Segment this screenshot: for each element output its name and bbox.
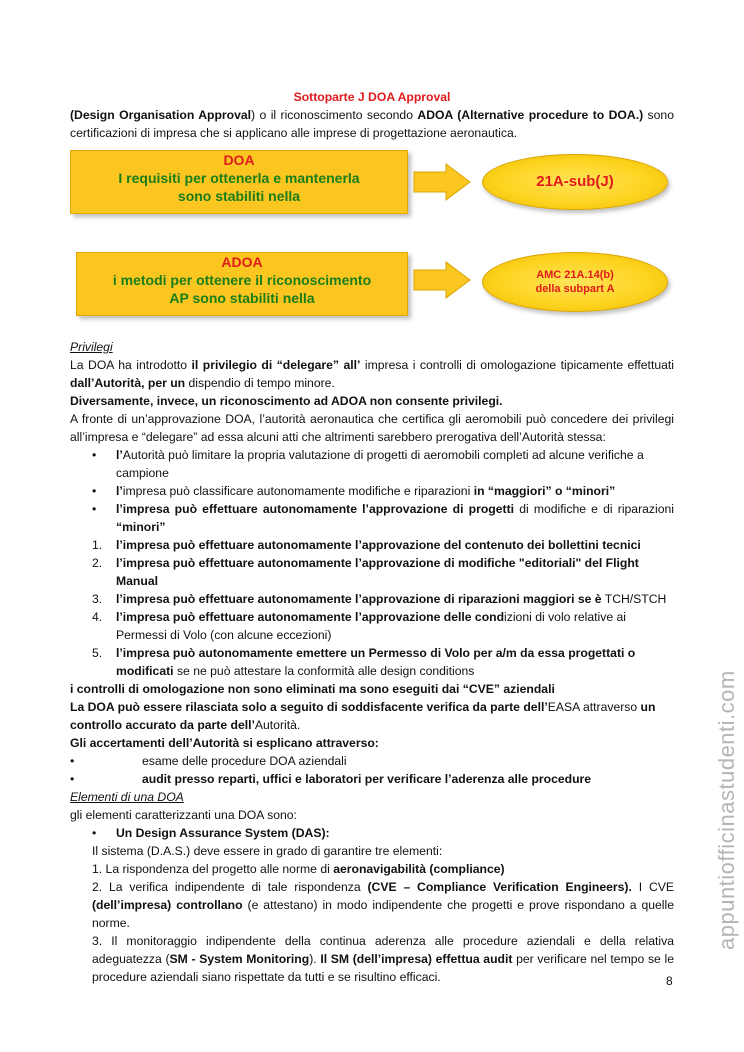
p1-text-3: dispendio di tempo minore. <box>185 376 335 390</box>
p5-bold: La DOA può essere rilasciata solo a seguito di soddisfacente verifica da parte dell’ <box>70 700 548 714</box>
das-description <box>70 842 674 986</box>
das-label: Un Design Assurance System (DAS): <box>116 826 330 840</box>
watermark: appuntiofficinastudenti.com <box>714 670 739 950</box>
privilegi-heading: Privilegi <box>70 340 113 354</box>
paragraph-privilegi: A fronte di un’approvazione DOA, l’autorità aeronautica che certifica gli aeromobili può concedere dei privilegi all’impresa e “delegare” ad essa alcuni atti che altrimenti sarebbero prerogativa dell’Autorità stessa: <box>70 412 674 444</box>
list-item <box>70 554 674 590</box>
bullet-icon: • <box>70 754 75 768</box>
paragraph-adoa <box>70 392 674 410</box>
regulation-oval-1 <box>482 154 668 210</box>
paragraph-delega <box>70 356 674 392</box>
li-bold: l’impresa può effettuare autonomamente l’approvazione di modifiche "editoriali" del Flight Manual <box>116 556 639 588</box>
li-bold: l’ <box>116 448 123 462</box>
e2-text: 2. La verifica indipendente di tale rispondenza <box>92 880 368 894</box>
das-list <box>70 824 674 842</box>
e3-text-2: ). <box>309 952 321 966</box>
page-number: 8 <box>666 974 673 988</box>
paragraph-cve <box>70 680 674 698</box>
privileges-numbered-list <box>70 536 674 680</box>
list-item <box>70 536 674 554</box>
intro-bold-2: ADOA (Alternative procedure to DOA.) <box>417 108 644 122</box>
e1-text: 1. La rispondenza del progetto alle norme di <box>92 862 334 876</box>
list-number: 1. <box>92 538 103 552</box>
privileges-bullet-list <box>70 446 674 536</box>
li-bold: l’impresa può effettuare autonomamente l’approvazione del contenuto dei bollettini tecnici <box>116 538 641 552</box>
li-text: izioni di volo relative ai Permessi di Volo (con alcune eccezioni) <box>116 610 626 642</box>
elementi-heading: Elementi di una DOA <box>70 790 184 804</box>
paragraph-easa <box>70 698 674 734</box>
doa-box-line1: I requisiti per ottenerla e mantenerla <box>118 170 360 186</box>
e3-text: 3. Il monitoraggio indipendente della continua aderenza alle procedure aziendali e della relativa adeguatezza ( <box>92 934 674 966</box>
p1-bold-2: dall’Autorità, per un <box>70 376 186 390</box>
p4-bold: i controlli di omologazione non sono eliminati ma sono eseguiti dai “CVE” aziendali <box>70 682 555 696</box>
list-item <box>70 446 674 482</box>
checks-list <box>70 752 674 788</box>
list-item <box>70 752 674 770</box>
bullet-icon: • <box>70 772 75 786</box>
doa-box-line2: sono stabiliti nella <box>177 188 301 204</box>
intro-text-2: sono certificazioni di impresa che si applicano alle imprese di progettazione aeronautica. <box>70 108 674 140</box>
li-bold-2: in “maggiori” o “minori” <box>473 484 616 498</box>
li-bold: l’ <box>116 484 123 498</box>
e3-bold-2: Il SM (dell’impresa) effettua audit <box>320 952 513 966</box>
adoa-box-line2: AP sono stabiliti nella <box>169 290 315 306</box>
list-item <box>70 500 674 536</box>
page-title: Sottoparte J DOA Approval <box>293 90 451 104</box>
li-bold-2: “minori” <box>116 520 166 534</box>
arrow-icon <box>412 162 472 202</box>
adoa-box-head: ADOA <box>221 254 263 270</box>
p5-text-2: Autorità. <box>254 718 301 732</box>
p1-bold: il privilegio di “delegare” all’ <box>191 358 361 372</box>
li-bold: l’impresa può effettuare autonomamente l’approvazione di riparazioni maggiori se è <box>116 592 602 606</box>
e2-bold: (CVE – Compliance Verification Engineers). <box>367 880 632 894</box>
doa-box-head: DOA <box>223 152 255 168</box>
li-text: impresa può classificare autonomamente modifiche e riparazioni <box>122 484 474 498</box>
list-item <box>70 644 674 680</box>
arrow-icon <box>412 260 472 300</box>
intro-bold-1: (Design Organisation Approval <box>70 108 252 122</box>
adoa-box-line1: i metodi per ottenere il riconoscimento <box>112 272 372 288</box>
li-text: se ne può attestare la conformità alle design conditions <box>173 664 475 678</box>
e2-text-3: (e attestano) in modo indipendente che progetti e prove rispondano a quelle norme. <box>92 898 674 930</box>
p1-text: La DOA ha introdotto <box>70 358 192 372</box>
bullet-icon: • <box>92 502 97 516</box>
e2-bold-2: (dell’impresa) controllano <box>92 898 243 912</box>
li-text: TCH/STCH <box>601 592 667 606</box>
das-intro: Il sistema (D.A.S.) deve essere in grado di garantire tre elementi: <box>92 844 443 858</box>
li-text: esame delle procedure DOA aziendali <box>142 754 347 768</box>
li-bold: audit presso reparti, uffici e laboratori per verificare l’aderenza alle procedure <box>142 772 592 786</box>
list-number: 2. <box>92 556 103 570</box>
document-page <box>70 88 674 986</box>
p5-text: EASA attraverso <box>547 700 638 714</box>
e3-bold: SM - System Monitoring <box>169 952 310 966</box>
oval1-label: 21A-sub(J) <box>536 173 614 190</box>
li-bold: l’impresa può effettuare autonomamente l’approvazione di progetti <box>116 502 515 516</box>
li-bold: l’impresa può effettuare autonomamente l’approvazione delle cond <box>116 610 505 624</box>
bullet-icon: • <box>92 448 97 462</box>
paragraph-elementi: gli elementi caratterizzanti una DOA sono: <box>70 808 297 822</box>
e3-text-3: per verificare nel tempo se le procedure aziendali siano rispettate da tutti e se risultino efficaci. <box>92 952 674 984</box>
list-item <box>70 482 674 500</box>
e2-text-2: I CVE <box>631 880 675 894</box>
oval2-line1: AMC 21A.14(b) <box>536 269 614 281</box>
bullet-icon: • <box>92 484 97 498</box>
li-text: di modifiche e di riparazioni <box>514 502 674 516</box>
das-element-2 <box>92 878 674 932</box>
p6-bold: Gli accertamenti dell’Autorità si esplicano attraverso: <box>70 736 379 750</box>
intro-paragraph <box>70 106 674 142</box>
regulation-oval-2 <box>482 252 668 312</box>
list-number: 3. <box>92 592 103 606</box>
list-number: 5. <box>92 646 103 660</box>
list-item <box>70 590 674 608</box>
adoa-box <box>76 252 408 316</box>
list-item <box>70 608 674 644</box>
das-element-1 <box>92 860 674 878</box>
intro-text-1: ) o il riconoscimento secondo <box>251 108 418 122</box>
list-number: 4. <box>92 610 103 624</box>
oval2-line2: della subpart A <box>535 283 615 295</box>
p1-text-2: impresa i controlli di omologazione tipicamente effettuati <box>360 358 674 372</box>
li-text: Autorità può limitare la propria valutazione di progetti di aeromobili completi ad alcune verifiche a campione <box>116 448 644 480</box>
doa-box <box>70 150 408 214</box>
paragraph-accertamenti <box>70 734 674 752</box>
das-element-3 <box>92 932 674 986</box>
doa-diagram <box>70 148 674 338</box>
li-bold: l’impresa può autonomamente emettere un Permesso di Volo per a/m da essa progettati o modificati <box>116 646 636 678</box>
p2-bold: Diversamente, invece, un riconoscimento ad ADOA non consente privilegi. <box>70 394 503 408</box>
list-item <box>70 770 674 788</box>
list-item <box>70 824 674 842</box>
bullet-icon: • <box>92 826 97 840</box>
p5-bold-2: un controllo accurato da parte dell’ <box>70 700 656 732</box>
e1-bold: aeronavigabilità (compliance) <box>333 862 505 876</box>
